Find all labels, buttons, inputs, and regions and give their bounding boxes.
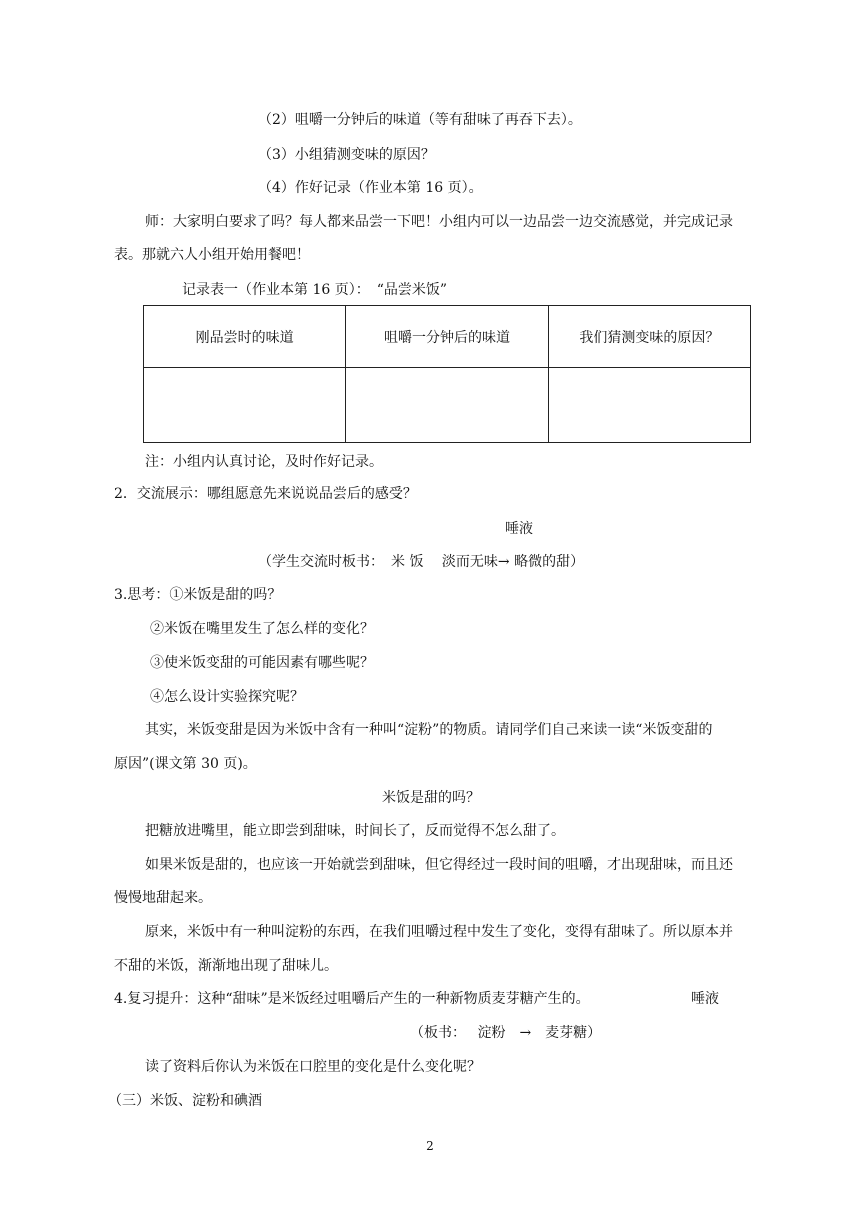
section-2-title: 2．交流展示：哪组愿意先来说说品尝后的感受？ xyxy=(114,486,417,502)
reading-paragraph-3-line-2: 不甜的米饭，渐渐地出现了甜味儿。 xyxy=(114,958,338,974)
step-3: （3）小组猜测变味的原因？ xyxy=(258,147,435,163)
reading-paragraph-2-line-2: 慢慢地甜起来。 xyxy=(114,890,212,906)
step-4: （4）作好记录（作业本第 16 页）。 xyxy=(258,180,483,196)
table-header-cell: 咀嚼一分钟后的味道 xyxy=(346,306,548,368)
table-cell xyxy=(346,368,548,443)
table-caption: 记录表一（作业本第 16 页）： “品尝米饭” xyxy=(182,282,448,298)
reflection-question: 读了资料后你认为米饭在口腔里的变化是什么变化呢？ xyxy=(145,1059,481,1075)
table-header-row xyxy=(144,306,751,368)
starch-paragraph-line-1: 其实，米饭变甜是因为米饭中含有一种叫“淀粉”的物质。请同学们自己来读一读“米饭变甜的 xyxy=(145,722,713,738)
reading-paragraph-2-line-1: 如果米饭是甜的，也应该一开始就尝到甜味，但它得经过一段时间的咀嚼，才出现甜味，而且还 xyxy=(145,857,733,873)
teacher-line-1: 师：大家明白要求了吗？每人都来品尝一下吧！小组内可以一边品尝一边交流感觉，并完成记录 xyxy=(145,214,733,230)
board-line-1: （学生交流时板书： 米 饭 淡而无味→ 略微的甜） xyxy=(258,554,585,570)
question-2: ②米饭在嘴里发生了怎么样的变化？ xyxy=(150,621,374,637)
table-cell xyxy=(144,368,346,443)
reading-paragraph-1: 把糖放进嘴里，能立即尝到甜味，时间长了，反而觉得不怎么甜了。 xyxy=(145,823,565,839)
table-row xyxy=(144,368,751,443)
table-header-cell: 刚品尝时的味道 xyxy=(144,306,346,368)
teacher-line-2: 表。那就六人小组开始用餐吧！ xyxy=(114,247,310,263)
question-4: ④怎么设计实验探究呢？ xyxy=(150,689,304,705)
reading-paragraph-3-line-1: 原来，米饭中有一种叫淀粉的东西，在我们咀嚼过程中发生了变化，变得有甜味了。所以原本并 xyxy=(145,924,733,940)
record-table xyxy=(143,305,751,443)
table-note: 注：小组内认真讨论，及时作好记录。 xyxy=(145,454,383,470)
page-number: 2 xyxy=(426,1139,434,1153)
section-3-title: 3.思考：①米饭是甜的吗？ xyxy=(114,587,282,603)
board-saliva-label-2: 唾液 xyxy=(691,991,719,1007)
board-line-2: （板书： 淀粉 → 麦芽糖） xyxy=(410,1025,602,1041)
board-saliva-label: 唾液 xyxy=(505,521,533,537)
reading-title: 米饭是甜的吗？ xyxy=(382,790,480,806)
step-2: （2）咀嚼一分钟后的味道（等有甜味了再吞下去）。 xyxy=(258,112,582,128)
question-3: ③使米饭变甜的可能因素有哪些呢？ xyxy=(150,655,374,671)
table-header-cell: 我们猜测变味的原因？ xyxy=(548,306,750,368)
section-4-title: 4.复习提升：这种“甜味”是米饭经过咀嚼后产生的一种新物质麦芽糖产生的。 xyxy=(114,991,590,1007)
starch-paragraph-line-2: 原因”(课文第 30 页)。 xyxy=(114,756,257,772)
section-5-title: （三）米饭、淀粉和碘酒 xyxy=(108,1093,262,1109)
table-cell xyxy=(548,368,750,443)
